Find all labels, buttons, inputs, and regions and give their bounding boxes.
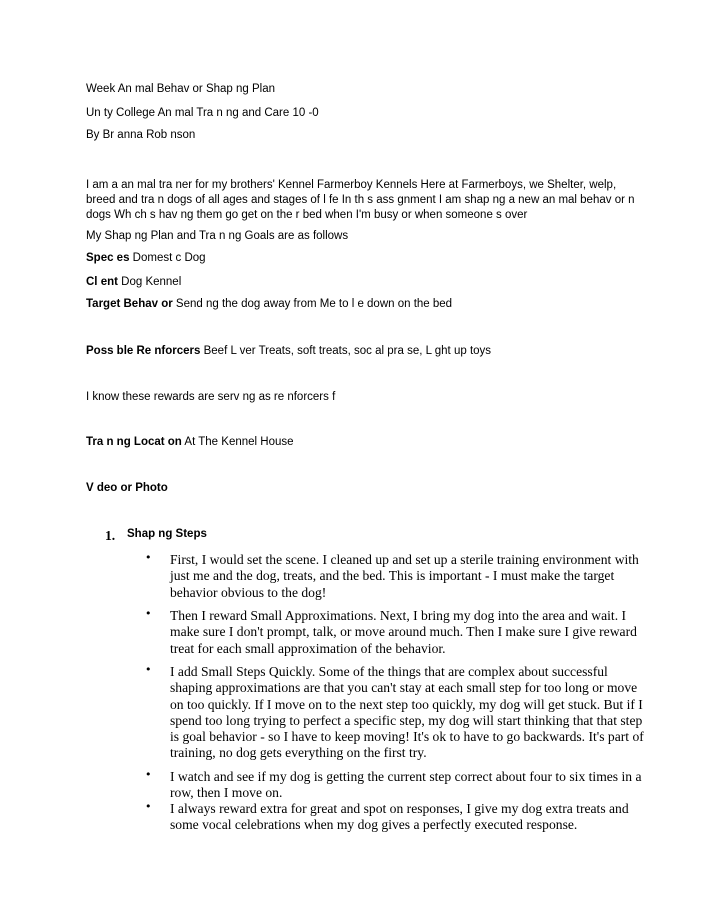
list-item: I watch and see if my dog is getting the current step correct about four to six times in a row, then I move on. — [170, 769, 642, 801]
location-label: Tra n ng Locat on — [86, 436, 182, 448]
intro-paragraph: I am a an mal tra ner for my brothers' Kennel Farmerboy Kennels Here at Farmerboys, we Shelter, welp, breed and tra n dogs of all ages and stages of l fe In th s ass gnment I am shap ng a new an mal behav or n dogs Wh ch s hav ng them go get on the r bed when I'm busy or when someone s over — [86, 179, 635, 221]
species-field — [86, 252, 206, 264]
bullet-icon: • — [145, 768, 152, 781]
reinforcers-label: Poss ble Re nforcers — [86, 345, 201, 357]
shaping-steps-heading: Shap ng Steps — [127, 528, 207, 540]
location-field — [86, 436, 294, 448]
list-number: 1. — [105, 528, 116, 543]
bullet-icon: • — [145, 607, 152, 620]
reinforcers-value: Beef L ver Treats, soft treats, soc al pra se, L ght up toys — [200, 345, 492, 357]
reinforcers-field — [86, 345, 491, 357]
location-value: At The Kennel House — [181, 436, 294, 448]
species-label: Spec es — [86, 252, 130, 264]
list-item: First, I would set the scene. I cleaned up and set up a sterile training environment with just me and the dog, treats, and the bed. This is important - I must make the target behavior obvious to the dog! — [170, 552, 639, 600]
client-label: Cl ent — [86, 276, 118, 288]
client-value: Dog Kennel — [117, 276, 182, 288]
doc-title: Week An mal Behav or Shap ng Plan — [86, 83, 276, 95]
bullet-icon: • — [145, 800, 152, 813]
course-line: Un ty College An mal Tra n ng and Care 10 -0 — [86, 107, 319, 119]
bullet-icon: • — [145, 551, 152, 564]
target-behavior-value: Send ng the dog away from Me to l e down on the bed — [172, 298, 453, 310]
client-field — [86, 276, 181, 288]
list-item: Then I reward Small Approximations. Next, I bring my dog into the area and wait. I make sure I don't prompt, talk, or move around much. Then I make sure I give reward treat for each small approximation of the behavior. — [170, 608, 637, 656]
reinforcers-note: I know these rewards are serv ng as re nforcers f — [86, 391, 336, 403]
bullet-icon: • — [145, 663, 152, 676]
author-line: By Br anna Rob nson — [86, 129, 196, 141]
target-behavior-label: Target Behav or — [86, 298, 173, 310]
goals-line: My Shap ng Plan and Tra n ng Goals are as follows — [86, 230, 349, 242]
list-item: I add Small Steps Quickly. Some of the things that are complex about successful shaping approximations are that you can't stay at each small step for too long or move on too quickly. If I move on to the next step too quickly, my dog will get stuck. But if I spend too long trying to perfect a specific step, my dog will start thinking that that step is goal behavior - so I have to keep moving! It's ok to have to go backwards. It's part of training, no dog gets everything on the first try. — [170, 664, 644, 761]
target-behavior-field — [86, 298, 452, 310]
species-value: Domest c Dog — [129, 252, 206, 264]
video-heading: V deo or Photo — [86, 482, 168, 494]
list-item: I always reward extra for great and spot on responses, I give my dog extra treats and some vocal celebrations when my dog gives a perfectly executed response. — [170, 801, 629, 833]
